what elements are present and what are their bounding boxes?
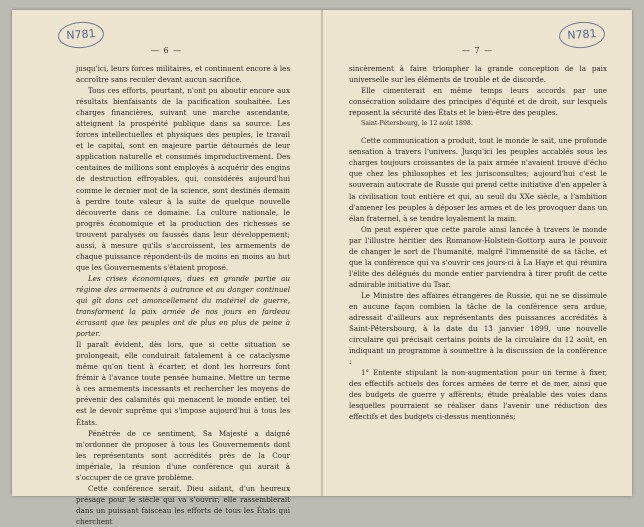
paragraph: Elle cimenterait en même temps leurs accords par une consécration solidaire des principes d'équité et de droit, sur lesquels reposent la sécurité des États et le bien-être des peuples. (349, 86, 607, 118)
paragraph: Tous ces efforts, pourtant, n'ont pu aboutir encore aux résultats bienfaisants de la pacification souhaitée. Les charges financières, suivant une marche ascendante, atteignent la prospérité publique dans sa source. Les forces intellectuelles et physiques des peuples, le travail et le capital, sont en majeure partie détournés de leur application naturelle et consumés improductivement. Des centaines de millions sont employés à acquérir des engins de destruction effroyables, qui, considérés aujourd'hui comme le dernier mot de la science, sont destinés demain à perdre toute valeur à la suite de quelque nouvelle découverte dans ce domaine. La culture nationale, le progrès économique et la production des richesses se trouvent paralysés ou faussés dans leur développement; aussi, à mesure qu'ils s'accroissent, les armements de chaque puissance répondent-ils de moins en moins au but que les Gouvernements s'étaient proposé. (76, 86, 290, 272)
right-page (323, 10, 632, 496)
right-page-number: — 7 — (461, 46, 494, 55)
paragraph: Il paraît évident, dès lors, que si cette situation se prolongeait, elle conduirait fatalement à ce cataclysme même qu'on tient à écarter, et dont les horreurs font frémir à l'avance toute pensée humaine. Mettre un terme à ces armements incessants et rechercher les moyens de prévenir des calamités qui menacent le monde entier, tel est le devoir suprême qui s'impose aujourd'hui à tous les États. (76, 340, 290, 427)
paragraph: Cette communication a produit, tout le monde le sait, une profonde sensation à travers l'univers. Jusqu'ici les peuples accablés sous les charges toujours croissantes de la paix armée n'avaient trouvé d'écho que chez les philosophes et les jurisconsultes; aujourd'hui c'est le souverain autocrate de Russie qui prend cette initiative d'en appeler à la civilisation tout entière et qui, au seuil du XXe siècle, a l'ambition d'amener les peuples à déposer les armes et de les provoquer dans un élan fraternel, à se tendre loyalement la main. (349, 136, 607, 223)
paragraph: Pénétrée de ce sentiment, Sa Majesté a daigné m'ordonner de proposer à tous les Gouvernements dont les représentants sont accrédités près de la Cour impériale, la réunion d'une conférence qui aurait à s'occuper de ce grave problème. (76, 428, 290, 482)
paragraph: Le Ministre des affaires étrangères de Russie, qui ne se dissimule en aucune façon combien la tâche de la conférence sera ardue, adressait d'ailleurs aux représentants des puissances accrédités à Saint-Pétersbourg, à la date du 13 janvier 1899, une nouvelle circulaire qui précisait certains points de la circulaire du 12 août, en indiquant un programme à soumettre à la discussion de la conférence : (349, 290, 607, 367)
left-page-number: — 6 — (150, 46, 183, 55)
paragraph: sincèrement à faire triompher la grande conception de la paix universelle sur les éléments de trouble et de discorde. (349, 64, 607, 85)
left-page-text (76, 63, 290, 527)
left-page (12, 10, 321, 526)
right-page-stamp: N781 (558, 20, 606, 49)
paragraph: Les crises économiques, dues en grande partie au régime des armements à outrance et au danger continuel qui gît dans cet amoncellement du matériel de guerre, transforment la paix armée de nos jours en fardeau écrasant que les peuples ont de plus en plus de peine à porter. (76, 273, 290, 339)
paragraph: On peut espérer que cette parole ainsi lancée à travers le monde par l'illustre héritier des Romanow-Holstein-Gottorp aura le pouvoir de changer le sort de l'humanité, malgré l'immensité de sa tâche, et que la conférence qui va s'ouvrir ces jours-ci à La Haye et qui réunira l'élite des délégués du monde entier parviendra à tirer profit de cette admirable initiative du Tsar. (349, 224, 607, 289)
right-page-text (349, 63, 607, 423)
left-page-stamp: N781 (57, 20, 105, 49)
paragraph: Cette conférence serait, Dieu aidant, d'un heureux présage pour le siècle qui va s'ouvrir; elle rassemblerait dans un puissant faisceau les efforts de tous les États qui cherchent (76, 483, 290, 526)
paragraph: jusqu'ici, leurs forces militaires, et continuent encore à les accroître sans reculer devant aucun sacrifice. (76, 64, 290, 85)
paragraph: Saint-Pétersbourg, le 12 août 1898. (361, 120, 473, 128)
paragraph: 1° Entente stipulant la non-augmentation pour un terme à fixer, des effectifs actuels des forces armées de terre et de mer, ainsi que des budgets de guerre y afférents; étude préalable des voies dans lesquelles pourraient se réaliser dans l'avenir une réduction des effectifs et des budgets ci-dessus mentionnés; (349, 368, 607, 422)
booklet-spread (12, 10, 632, 526)
